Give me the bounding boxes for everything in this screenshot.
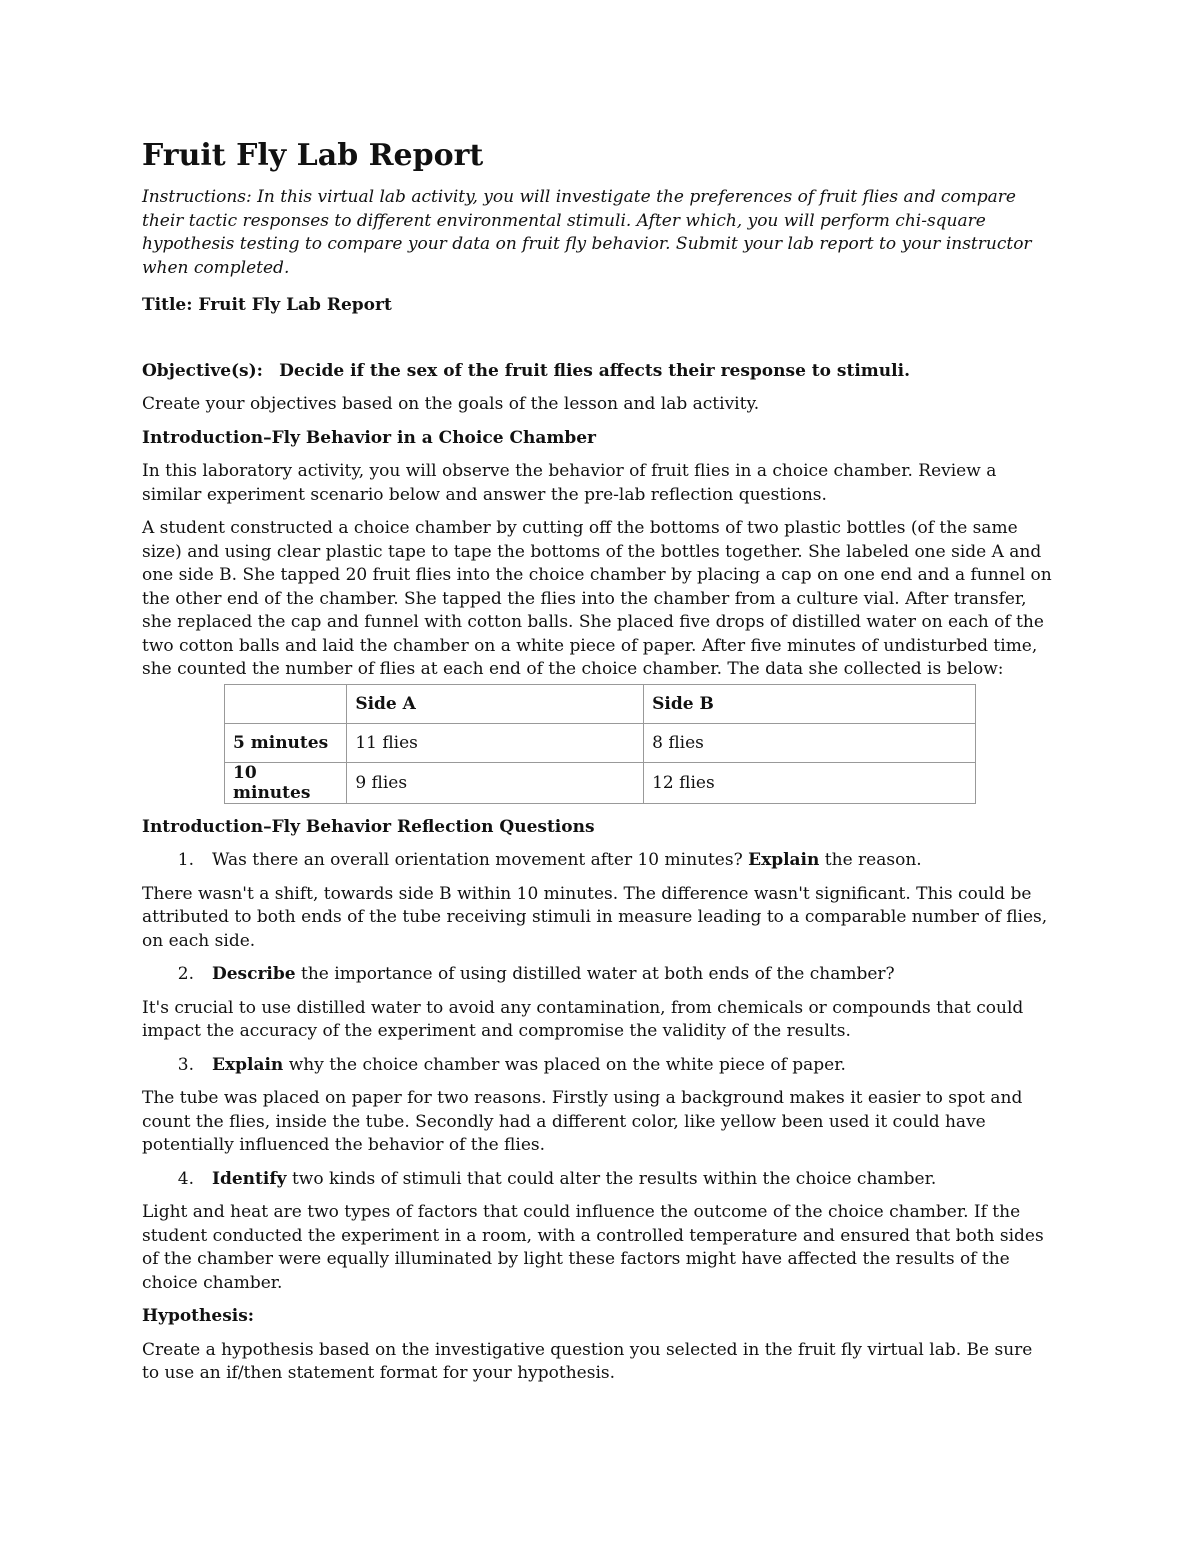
table-header-cell [225,684,347,723]
table-cell: 9 flies [347,762,644,803]
question-post: the importance of using distilled water at both ends of the chamber? [301,964,895,984]
answer-text: There wasn't a shift, towards side B within 10 minutes. The difference wasn't significant. This could be attributed to both ends of the tube receiving stimuli in measure leading to a comparable number of flies, on each side. [142,883,1048,951]
table-header-row [225,684,976,723]
question-text [212,849,922,873]
objective-text: Decide if the sex of the fruit flies affects their response to stimuli. [279,360,910,381]
answer-text: It's crucial to use distilled water to avoid any contamination, from chemicals or compounds that could impact the accuracy of the experiment and compromise the validity of the results. [142,997,1024,1041]
spacer [142,328,1054,360]
table-row [225,723,976,762]
question-number: 1. [177,850,194,870]
question-keyword: Identify [212,1168,287,1189]
question-item [142,1168,1054,1192]
question-item [142,1054,1054,1078]
data-table [224,684,976,804]
question-item [142,963,1054,987]
question-item [142,849,1054,873]
question-keyword: Explain [212,1054,284,1075]
question-text [212,1054,846,1078]
objective-line [142,360,1054,384]
question-post: two kinds of stimuli that could alter the results within the choice chamber. [291,1168,937,1189]
table-row-label: 10 minutes [225,762,347,803]
instructions-text: Instructions: In this virtual lab activity, you will investigate the preferences of fruit flies and compare their tactic responses to different environmental stimuli. After which, you will perform chi-square hypothesis testing to compare your data on fruit fly behavior. Submit your lab report to your instructor when completed. [142,187,1032,278]
intro-paragraph-2: A student constructed a choice chamber by cutting off the bottoms of two plastic bottles (of the same size) and using clear plastic tape to tape the bottoms of the bottles together. She labeled one side A and one side B. She tapped 20 fruit flies into the choice chamber by placing a cap on one end and a funnel on the other end of the chamber. She tapped the flies into the chamber from a culture vial. After transfer, she replaced the cap and funnel with cotton balls. She placed five drops of distilled water on each of the two cotton balls and laid the chamber on a white piece of paper. After five minutes of undisturbed time, she counted the number of flies at each end of the choice chamber. The data she collected is below: [142,518,1052,679]
question-keyword: Describe [212,964,296,984]
intro-paragraph-1: In this laboratory activity, you will observe the behavior of fruit flies in a choice chamber. Review a similar experiment scenario below and answer the pre-lab reflection questions. [142,461,997,505]
hypothesis-heading: Hypothesis: [142,1306,255,1326]
intro-heading: Introduction–Fly Behavior in a Choice Chamber [142,427,596,448]
question-keyword: Explain [748,850,820,870]
hypothesis-prompt: Create a hypothesis based on the investigative question you selected in the fruit fly virtual lab. Be sure to use an if/then statement format for your hypothesis. [142,1339,1033,1383]
objective-label: Objective(s): [142,360,263,381]
answer-text: The tube was placed on paper for two reasons. Firstly using a background makes it easier to spot and count the flies, inside the tube. Secondly had a different color, like yellow been used it could have potentially influenced the behavior of the flies. [142,1088,1023,1155]
table-cell: 11 flies [347,723,644,762]
question-number: 4. [177,1168,194,1189]
table-header-cell: Side B [644,684,976,723]
question-text [212,963,895,987]
table-row-label: 5 minutes [225,723,347,762]
question-post: why the choice chamber was placed on the white piece of paper. [288,1054,846,1075]
document-page [142,136,1054,1396]
report-title: Title: Fruit Fly Lab Report [142,295,392,315]
question-text [212,1168,936,1192]
question-number: 2. [177,964,194,984]
question-number: 3. [177,1054,194,1075]
document-title: Fruit Fly Lab Report [142,138,484,173]
objective-prompt: Create your objectives based on the goals of the lesson and lab activity. [142,394,760,414]
table-cell: 12 flies [644,762,976,803]
table-row [225,762,976,803]
question-post: the reason. [824,850,922,870]
answer-text: Light and heat are two types of factors that could influence the outcome of the choice chamber. If the student conducted the experiment in a room, with a controlled temperature and ensured that both sides of the chamber were equally illuminated by light these factors might have affected the results of the choice chamber. [142,1202,1044,1293]
reflection-heading: Introduction–Fly Behavior Reflection Questions [142,816,595,837]
table-header-cell: Side A [347,684,644,723]
table-cell: 8 flies [644,723,976,762]
question-pre: Was there an overall orientation movement after 10 minutes? [212,850,743,870]
